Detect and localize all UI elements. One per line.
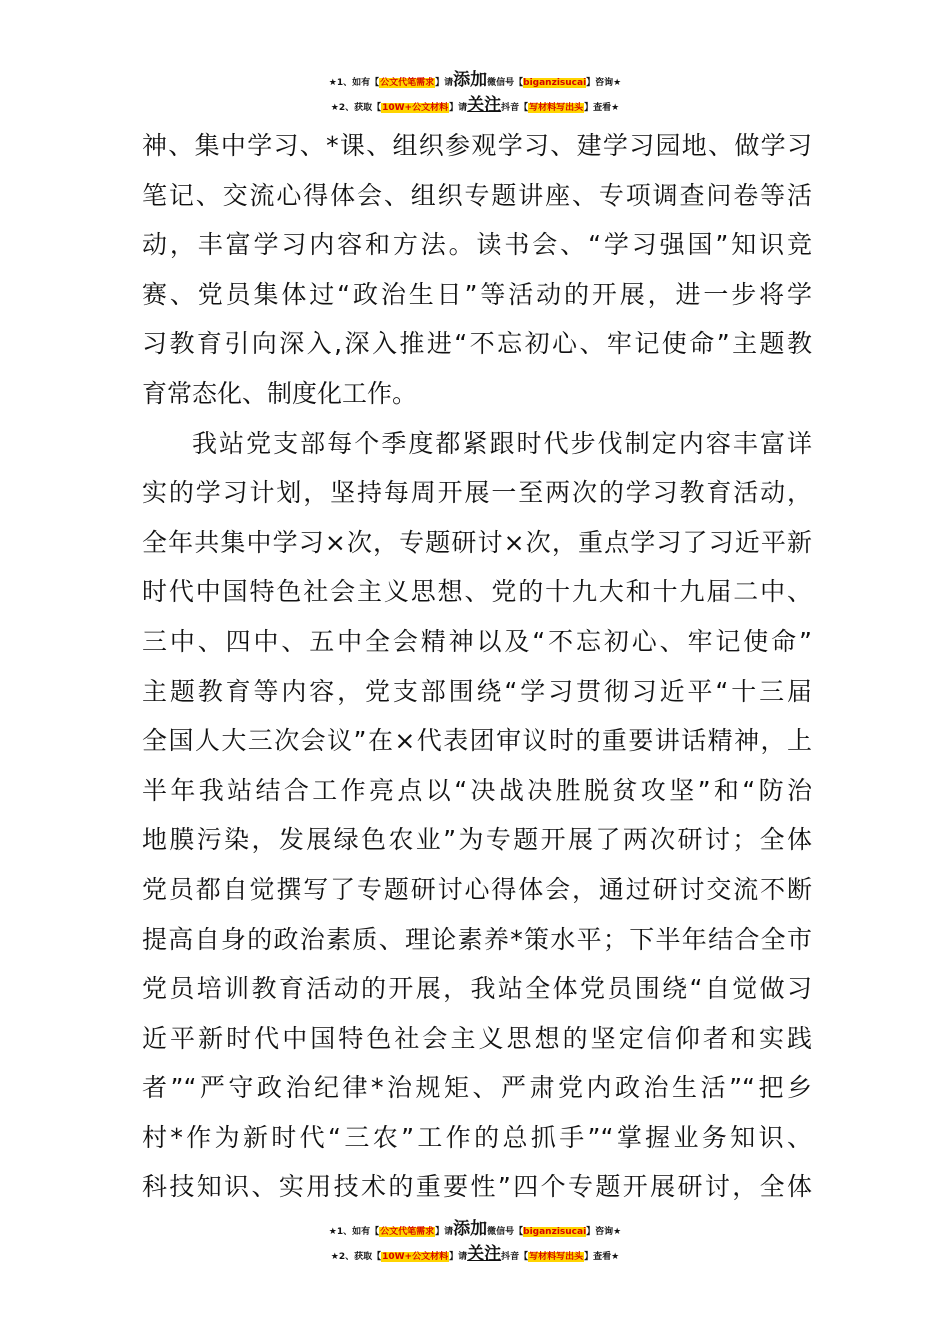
highlight-ghostwriting: 公文代笔需求	[380, 78, 435, 88]
header-emphasis: 添加	[453, 70, 488, 90]
body-line: 育常态化、制度化工作。	[142, 378, 418, 408]
highlight-douyin: 写材料写出头	[529, 103, 584, 113]
body-line: 村*作为新时代“三农”工作的总抓手”“掌握业务知识、	[142, 1122, 812, 1152]
footer-text: ★2、获取【	[330, 1252, 382, 1262]
body-line: 半年我站结合工作亮点以“决战决胜脱贫攻坚”和“防治	[142, 775, 812, 805]
footer-line-1	[0, 1218, 950, 1243]
header-text: 】请	[449, 103, 468, 113]
highlight-ghostwriting: 公文代笔需求	[380, 1227, 435, 1237]
header-text: 】查看★	[584, 103, 620, 113]
body-line: 笔记、交流心得体会、组织专题讲座、专项调查问卷等活	[142, 180, 812, 210]
highlight-materials: 10W+公文材料	[382, 103, 449, 113]
body-line: 近平新时代中国特色社会主义思想的坚定信仰者和实践	[142, 1023, 812, 1053]
body-line: 全国人大三次会议”在×代表团审议时的重要讲话精神，上	[142, 726, 812, 756]
footer-text: 】请	[435, 1227, 454, 1237]
body-line: 主题教育等内容，党支部围绕“学习贯彻习近平“十三届	[142, 676, 812, 706]
header-text: 】请	[435, 78, 454, 88]
body-line: 党员培训教育活动的开展，我站全体党员围绕“自觉做习	[142, 974, 812, 1004]
body-line: 赛、党员集体过“政治生日”等活动的开展，进一步将学	[142, 279, 812, 309]
footer-text: 抖音【	[501, 1252, 529, 1262]
body-line: 动，丰富学习内容和方法。读书会、“学习强国”知识竞	[142, 230, 812, 260]
footer-emphasis: 添加	[453, 1219, 488, 1239]
footer-banner	[0, 1218, 950, 1268]
header-text: 】咨询★	[586, 78, 622, 88]
header-line-2	[0, 94, 950, 119]
body-line: 全年共集中学习×次，专题研讨×次，重点学习了习近平新	[142, 527, 812, 557]
footer-text: 】请	[449, 1252, 468, 1262]
footer-text: 】查看★	[584, 1252, 620, 1262]
header-text: ★2、获取【	[330, 103, 382, 113]
footer-line-2	[0, 1243, 950, 1268]
body-line: 时代中国特色社会主义思想、党的十九大和十九届二中、	[142, 577, 812, 607]
footer-text: ★1、如有【	[328, 1227, 380, 1237]
header-banner	[0, 69, 950, 119]
highlight-materials: 10W+公文材料	[382, 1252, 449, 1262]
body-line: 实的学习计划，坚持每周开展一至两次的学习教育活动，	[142, 478, 812, 508]
footer-emphasis: 关注	[467, 1244, 502, 1264]
footer-text: 】咨询★	[586, 1227, 622, 1237]
document-body	[142, 121, 812, 1212]
highlight-wechat-id: biganzisucai	[523, 1227, 587, 1237]
highlight-douyin: 写材料写出头	[529, 1252, 584, 1262]
header-text: 微信号【	[487, 78, 524, 88]
body-line: 者”“严守政治纪律*治规矩、严肃党内政治生活”“把乡	[142, 1073, 812, 1103]
body-line: 三中、四中、五中全会精神以及“不忘初心、牢记使命”	[142, 626, 812, 656]
footer-text: 微信号【	[487, 1227, 524, 1237]
body-line: 神、集中学习、*课、组织参观学习、建学习园地、做学习	[142, 131, 812, 160]
body-line: 习教育引向深入,深入推进“不忘初心、牢记使命”主题教	[142, 329, 812, 359]
header-text: 抖音【	[501, 103, 529, 113]
body-line: 党员都自觉撰写了专题研讨心得体会，通过研讨交流不断	[142, 874, 812, 904]
header-line-1	[0, 69, 950, 94]
header-emphasis: 关注	[467, 95, 502, 115]
body-line: 提高自身的政治素质、理论素养*策水平；下半年结合全市	[142, 924, 812, 954]
body-line: 科技知识、实用技术的重要性”四个专题开展研讨，全体	[142, 1172, 812, 1202]
body-line: 我站党支部每个季度都紧跟时代步伐制定内容丰富详	[192, 428, 812, 458]
header-text: ★1、如有【	[328, 78, 380, 88]
highlight-wechat-id: biganzisucai	[523, 78, 587, 88]
body-line: 地膜污染，发展绿色农业”为专题开展了两次研讨；全体	[142, 825, 812, 855]
